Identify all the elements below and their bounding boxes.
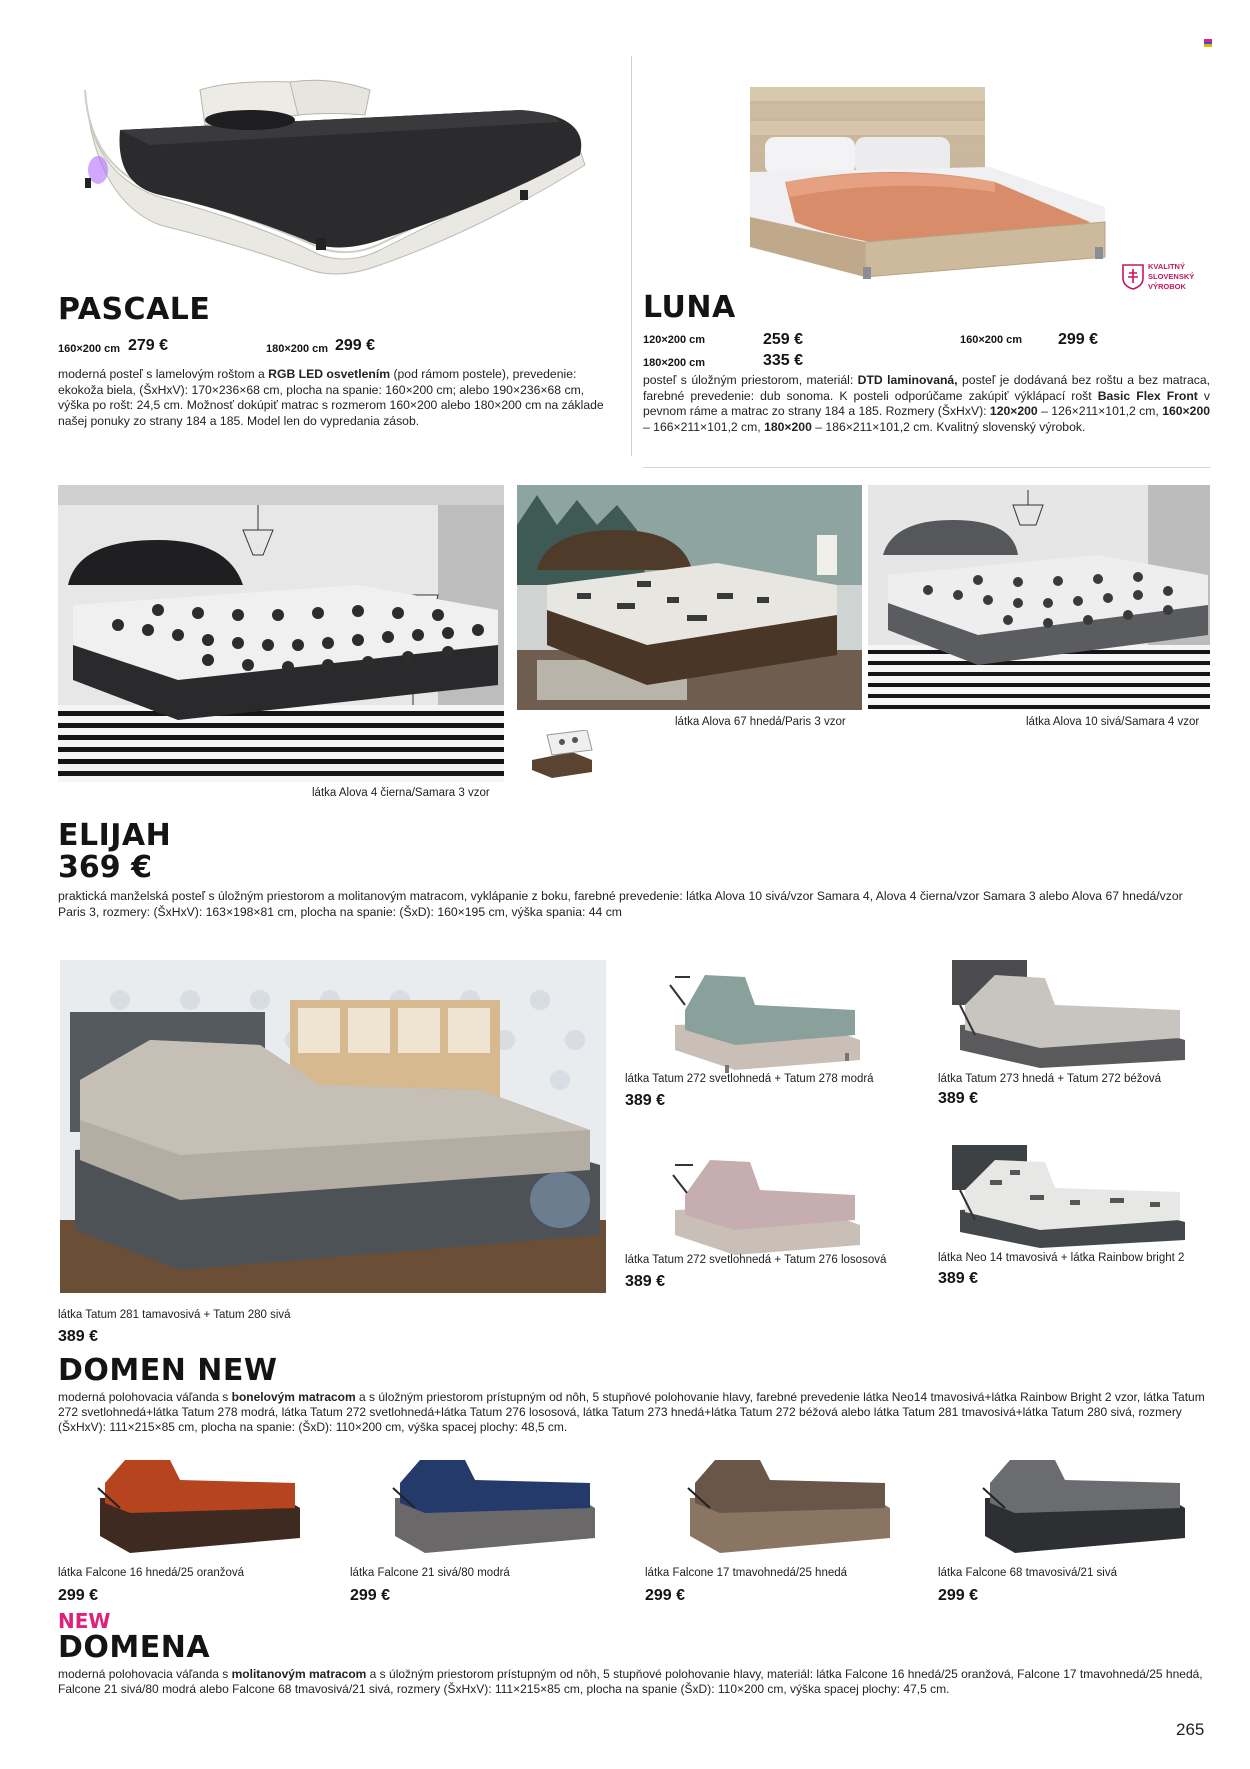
luna-description [643,373,1210,435]
domena-desc-text: moderná polohovacia váľanda s [58,1667,232,1681]
luna-desc-text-4: – 126×211×101,2 cm, [1037,404,1163,418]
luna-bed-image [745,82,1115,282]
domen-variant-2-image [950,960,1190,1070]
badge-line-1: KVALITNÝ [1148,262,1185,271]
domen-new-title: DOMEN NEW [58,1353,278,1388]
elijah-price: 369 € [58,850,152,885]
luna-price-180: 335 € [763,352,804,369]
section-divider [643,467,1210,468]
luna-size-120: 120×200 cm [643,334,706,346]
pascale-price-160: 279 € [128,337,169,354]
elijah-gray-bed-image [868,485,1210,710]
domen-desc-text: moderná polohovacia váľanda s [58,1390,232,1404]
domen-variant-2-caption: látka Tatum 273 hnedá + Tatum 272 béžová [938,1073,1162,1085]
pascale-desc-bold: RGB LED osvetlením [268,367,391,381]
domena-desc-bold: molitanovým matracom [231,1667,367,1681]
elijah-black-bed-image [58,485,504,782]
badge-line-2: SLOVENSKÝ [1148,272,1195,281]
domena-variant-2-caption: látka Falcone 21 sivá/80 modrá [350,1567,510,1579]
luna-desc-text: posteľ s úložným priestorom, materiál: [643,373,858,387]
pascale-size-180: 180×200 cm [266,343,329,355]
pascale-desc-text-2: (pod rámom postele), prevedenie: ekokoža biela, (ŠxHxV): 170×236×68 cm, plocha na spanie: 160×200 cm; alebo 190×236×68 cm, výška po rošt: 24,5 cm. Možnosť dokúpiť matrac s rozmerom 160×200 alebo 180×200 cm na základe našej ponuky zo strany 184 a 185. Model len do vypredania zásob. [58,367,604,428]
domen-desc-text-2: a s úložným priestorom prístupným od nôh, 5 stupňové polohovanie hlavy, farebné prevedenie látka Neo14 tmavosivá+látka Rainbow Bright 2 vzor, látka Tatum 272 svetlohnedá+látka Tatum 278 modrá, látka Tatum 272 svetlohnedá+látka Tatum 276 lososová, látka Tatum 273 hnedá+látka Tatum 272 béžová alebo látka Tatum 281 tmavosivá+látka Tatum 280 sivá, rozmery (ŠxHxV): 111×215×85 cm, plocha na spanie: (ŠxD): 110×200 cm, výška spacej plochy: 48,5 cm. [58,1390,1205,1434]
pascale-bed-image [80,60,600,280]
elijah-title: ELIJAH [58,818,172,853]
domena-variant-4-price: 299 € [938,1587,979,1604]
domen-variant-1-image [665,965,865,1075]
luna-desc-text-3: v pevnom ráme a matrac zo strany 184 a 185. Rozmery (ŠxHxV): [643,388,1210,418]
corner-flag-icon [1204,34,1212,42]
domen-new-description [58,1390,1210,1435]
domena-variant-1-caption: látka Falcone 16 hnedá/25 oranžová [58,1567,245,1579]
luna-desc-bold-1: DTD laminovaná, [857,373,958,387]
new-label: NEW [58,1609,111,1633]
luna-title: LUNA [643,290,736,325]
badge-line-3: VÝROBOK [1148,282,1186,291]
domen-new-room-image [60,960,606,1293]
domen-main-price: 389 € [58,1328,99,1345]
domen-desc-bold: bonelovým matracom [231,1390,356,1404]
domena-desc-text-2: a s úložným priestorom prístupným od nôh, 5 stupňové polohovanie hlavy, materiál: látka Falcone 16 hnedá/25 oranžová, Falcone 17 tmavohnedá/25 hnedá, Falcone 21 sivá/80 modrá alebo Falcone 68 tmavosivá/21 sivá, rozmery (ŠxHxV): 111×215×85 cm, plocha na spanie (ŠxD): 110×200 cm, výška spacej plochy: 47,5 cm. [58,1667,1203,1696]
luna-desc-bold-3: 120×200 [989,404,1038,418]
domen-variant-4-price: 389 € [938,1270,979,1287]
pascale-size-160: 160×200 cm [58,343,121,355]
domena-variant-3-image [680,1458,895,1558]
pascale-desc-text: moderná posteľ s lamelovým roštom a [58,367,269,381]
column-divider [631,56,632,456]
domen-main-caption: látka Tatum 281 tamavosivá + Tatum 280 sivá [58,1309,291,1321]
quality-badge [1122,262,1212,298]
luna-desc-text-5: – 166×211×101,2 cm, [643,419,765,434]
page-number: 265 [1176,1720,1205,1739]
luna-size-160: 160×200 cm [960,334,1023,346]
elijah-brown-bed-image [517,485,862,710]
elijah-caption-black: látka Alova 4 čierna/Samara 3 vzor [312,787,490,799]
domen-variant-2-price: 389 € [938,1090,979,1107]
luna-price-160: 299 € [1058,331,1099,348]
domena-variant-2-image [385,1458,600,1558]
domen-variant-1-price: 389 € [625,1092,666,1109]
elijah-description: praktická manželská posteľ s úložným priestorom a molitanovým matracom, vyklápanie z boku, farebné prevedenie: látka Alova 10 sivá/vzor Samara 4, Alova 4 čierna/vzor Samara 3 alebo Alova 67 hnedá/vzor Paris 3, rozmery: (ŠxHxV): 163×198×81 cm, plocha na spanie: (ŠxD): 160×195 cm, výška spania: 44 cm [58,889,1183,919]
elijah-caption-gray: látka Alova 10 sivá/Samara 4 vzor [1026,716,1200,728]
luna-desc-bold-5: 180×200 [764,419,812,434]
slovak-shield-icon [1122,264,1144,290]
luna-desc-text-2: posteľ je dodávaná bez roštu a bez matraca, farebné prevedenie: dub sonoma. K posteli odporúčame zakúpiť výklápací rošt [643,373,1210,403]
domena-variant-4-image [975,1458,1190,1558]
domen-variant-3-caption: látka Tatum 272 svetlohnedá + Tatum 276 lososová [625,1254,887,1266]
luna-price-120: 259 € [763,331,804,348]
domena-variant-2-price: 299 € [350,1587,391,1604]
luna-desc-bold-4: 160×200 [1162,404,1211,418]
domen-variant-4-caption: látka Neo 14 tmavosivá + látka Rainbow bright 2 [938,1252,1185,1264]
domena-variant-3-caption: látka Falcone 17 tmavohnedá/25 hnedá [645,1567,848,1579]
domen-variant-4-image [950,1140,1190,1250]
domen-variant-3-image [665,1145,865,1260]
domen-variant-1-caption: látka Tatum 272 svetlohnedá + Tatum 278 modrá [625,1073,874,1085]
domen-variant-3-price: 389 € [625,1273,666,1290]
pascale-description [58,367,618,429]
luna-desc-text-6: – 186×211×101,2 cm. Kvalitný slovenský výrobok. [811,419,1086,434]
elijah-caption-brown: látka Alova 67 hnedá/Paris 3 vzor [675,716,846,728]
luna-desc-bold-2: Basic Flex Front [1097,388,1198,403]
domena-variant-1-image [90,1458,305,1558]
domena-title: DOMENA [58,1630,211,1665]
luna-size-180: 180×200 cm [643,357,706,369]
domena-description [58,1667,1210,1697]
pascale-title: PASCALE [58,292,211,327]
domena-variant-4-caption: látka Falcone 68 tmavosivá/21 sivá [938,1567,1117,1579]
elijah-storage-image [527,730,597,780]
pascale-price-180: 299 € [335,337,376,354]
domena-variant-3-price: 299 € [645,1587,686,1604]
domena-variant-1-price: 299 € [58,1587,99,1604]
